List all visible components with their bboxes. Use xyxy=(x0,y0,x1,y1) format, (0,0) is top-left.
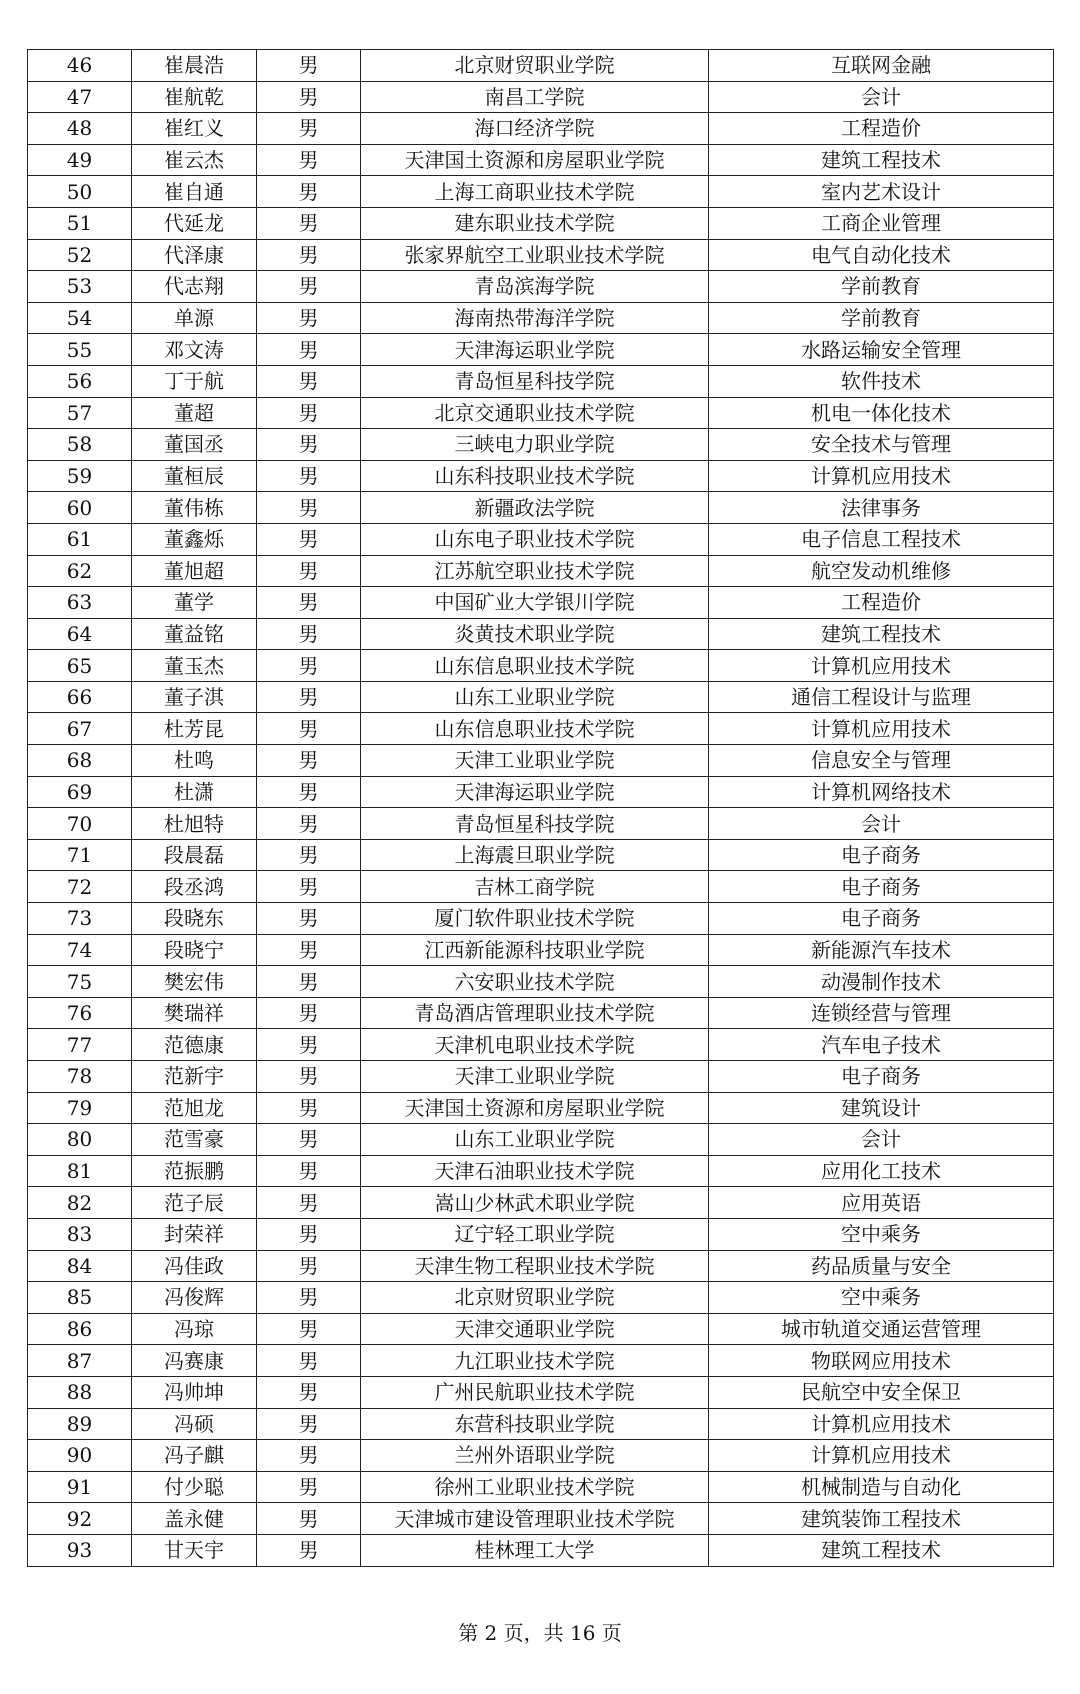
person-name-cell: 崔自通 xyxy=(132,176,257,208)
school-name-cell: 建东职业技术学院 xyxy=(361,207,709,239)
school-name-cell: 兰州外语职业学院 xyxy=(361,1440,709,1472)
table-row xyxy=(28,1345,1054,1377)
person-name-cell: 封荣祥 xyxy=(132,1218,257,1250)
person-name-cell: 樊瑞祥 xyxy=(132,997,257,1029)
row-number-cell: 85 xyxy=(28,1282,132,1314)
row-number-cell: 61 xyxy=(28,523,132,555)
major-name-cell: 航空发动机维修 xyxy=(709,555,1054,587)
row-number-cell: 76 xyxy=(28,997,132,1029)
gender-cell: 男 xyxy=(257,1440,361,1472)
person-name-cell: 丁于航 xyxy=(132,365,257,397)
person-name-cell: 段丞鸿 xyxy=(132,871,257,903)
major-name-cell: 汽车电子技术 xyxy=(709,1029,1054,1061)
school-name-cell: 徐州工业职业技术学院 xyxy=(361,1471,709,1503)
row-number-cell: 62 xyxy=(28,555,132,587)
school-name-cell: 山东科技职业技术学院 xyxy=(361,460,709,492)
row-number-cell: 81 xyxy=(28,1155,132,1187)
gender-cell: 男 xyxy=(257,397,361,429)
person-name-cell: 范振鹏 xyxy=(132,1155,257,1187)
gender-cell: 男 xyxy=(257,176,361,208)
table-row xyxy=(28,903,1054,935)
row-number-cell: 66 xyxy=(28,681,132,713)
gender-cell: 男 xyxy=(257,429,361,461)
major-name-cell: 工程造价 xyxy=(709,113,1054,145)
table-row xyxy=(28,1503,1054,1535)
gender-cell: 男 xyxy=(257,839,361,871)
school-name-cell: 天津工业职业学院 xyxy=(361,1061,709,1093)
school-name-cell: 青岛酒店管理职业技术学院 xyxy=(361,997,709,1029)
school-name-cell: 南昌工学院 xyxy=(361,81,709,113)
school-name-cell: 山东信息职业技术学院 xyxy=(361,713,709,745)
major-name-cell: 药品质量与安全 xyxy=(709,1250,1054,1282)
person-name-cell: 冯帅坤 xyxy=(132,1376,257,1408)
person-name-cell: 邓文涛 xyxy=(132,334,257,366)
row-number-cell: 52 xyxy=(28,239,132,271)
table-row xyxy=(28,1218,1054,1250)
row-number-cell: 74 xyxy=(28,934,132,966)
table-row xyxy=(28,1250,1054,1282)
table-row xyxy=(28,681,1054,713)
gender-cell: 男 xyxy=(257,1503,361,1535)
table-row xyxy=(28,1376,1054,1408)
person-name-cell: 冯赛康 xyxy=(132,1345,257,1377)
person-name-cell: 董旭超 xyxy=(132,555,257,587)
major-name-cell: 新能源汽车技术 xyxy=(709,934,1054,966)
gender-cell: 男 xyxy=(257,334,361,366)
roster-table xyxy=(27,49,1054,1567)
school-name-cell: 桂林理工大学 xyxy=(361,1534,709,1566)
row-number-cell: 72 xyxy=(28,871,132,903)
gender-cell: 男 xyxy=(257,587,361,619)
person-name-cell: 付少聪 xyxy=(132,1471,257,1503)
gender-cell: 男 xyxy=(257,745,361,777)
row-number-cell: 53 xyxy=(28,271,132,303)
person-name-cell: 冯佳政 xyxy=(132,1250,257,1282)
table-row xyxy=(28,144,1054,176)
school-name-cell: 北京交通职业技术学院 xyxy=(361,397,709,429)
gender-cell: 男 xyxy=(257,460,361,492)
gender-cell: 男 xyxy=(257,1408,361,1440)
school-name-cell: 天津机电职业技术学院 xyxy=(361,1029,709,1061)
person-name-cell: 崔云杰 xyxy=(132,144,257,176)
person-name-cell: 代延龙 xyxy=(132,207,257,239)
table-row xyxy=(28,776,1054,808)
row-number-cell: 75 xyxy=(28,966,132,998)
school-name-cell: 九江职业技术学院 xyxy=(361,1345,709,1377)
person-name-cell: 盖永健 xyxy=(132,1503,257,1535)
row-number-cell: 57 xyxy=(28,397,132,429)
school-name-cell: 上海工商职业技术学院 xyxy=(361,176,709,208)
table-row xyxy=(28,587,1054,619)
major-name-cell: 物联网应用技术 xyxy=(709,1345,1054,1377)
person-name-cell: 段晓东 xyxy=(132,903,257,935)
table-row xyxy=(28,966,1054,998)
table-row xyxy=(28,1061,1054,1093)
row-number-cell: 91 xyxy=(28,1471,132,1503)
school-name-cell: 山东工业职业学院 xyxy=(361,681,709,713)
gender-cell: 男 xyxy=(257,81,361,113)
gender-cell: 男 xyxy=(257,1345,361,1377)
school-name-cell: 天津工业职业学院 xyxy=(361,745,709,777)
row-number-cell: 70 xyxy=(28,808,132,840)
row-number-cell: 88 xyxy=(28,1376,132,1408)
table-row xyxy=(28,1092,1054,1124)
major-name-cell: 计算机网络技术 xyxy=(709,776,1054,808)
major-name-cell: 空中乘务 xyxy=(709,1218,1054,1250)
gender-cell: 男 xyxy=(257,492,361,524)
person-name-cell: 冯子麒 xyxy=(132,1440,257,1472)
gender-cell: 男 xyxy=(257,808,361,840)
table-row xyxy=(28,713,1054,745)
row-number-cell: 89 xyxy=(28,1408,132,1440)
gender-cell: 男 xyxy=(257,1061,361,1093)
gender-cell: 男 xyxy=(257,871,361,903)
table-row xyxy=(28,808,1054,840)
roster-body xyxy=(28,50,1054,1567)
person-name-cell: 范雪豪 xyxy=(132,1124,257,1156)
gender-cell: 男 xyxy=(257,681,361,713)
gender-cell: 男 xyxy=(257,1092,361,1124)
table-row xyxy=(28,997,1054,1029)
row-number-cell: 69 xyxy=(28,776,132,808)
major-name-cell: 电子商务 xyxy=(709,1061,1054,1093)
person-name-cell: 杜潇 xyxy=(132,776,257,808)
school-name-cell: 山东电子职业技术学院 xyxy=(361,523,709,555)
table-row xyxy=(28,365,1054,397)
person-name-cell: 樊宏伟 xyxy=(132,966,257,998)
table-row xyxy=(28,1282,1054,1314)
person-name-cell: 董子淇 xyxy=(132,681,257,713)
table-row xyxy=(28,1534,1054,1566)
table-row xyxy=(28,871,1054,903)
major-name-cell: 建筑工程技术 xyxy=(709,144,1054,176)
row-number-cell: 82 xyxy=(28,1187,132,1219)
major-name-cell: 室内艺术设计 xyxy=(709,176,1054,208)
table-row xyxy=(28,397,1054,429)
major-name-cell: 学前教育 xyxy=(709,302,1054,334)
row-number-cell: 63 xyxy=(28,587,132,619)
row-number-cell: 46 xyxy=(28,50,132,82)
major-name-cell: 软件技术 xyxy=(709,365,1054,397)
row-number-cell: 78 xyxy=(28,1061,132,1093)
major-name-cell: 工程造价 xyxy=(709,587,1054,619)
person-name-cell: 杜鸣 xyxy=(132,745,257,777)
gender-cell: 男 xyxy=(257,1282,361,1314)
school-name-cell: 天津城市建设管理职业技术学院 xyxy=(361,1503,709,1535)
school-name-cell: 天津石油职业技术学院 xyxy=(361,1155,709,1187)
gender-cell: 男 xyxy=(257,365,361,397)
person-name-cell: 董益铭 xyxy=(132,618,257,650)
school-name-cell: 中国矿业大学银川学院 xyxy=(361,587,709,619)
person-name-cell: 董学 xyxy=(132,587,257,619)
row-number-cell: 58 xyxy=(28,429,132,461)
major-name-cell: 计算机应用技术 xyxy=(709,1408,1054,1440)
major-name-cell: 信息安全与管理 xyxy=(709,745,1054,777)
person-name-cell: 冯俊辉 xyxy=(132,1282,257,1314)
school-name-cell: 广州民航职业技术学院 xyxy=(361,1376,709,1408)
major-name-cell: 机电一体化技术 xyxy=(709,397,1054,429)
row-number-cell: 48 xyxy=(28,113,132,145)
gender-cell: 男 xyxy=(257,1029,361,1061)
table-row xyxy=(28,492,1054,524)
person-name-cell: 杜芳昆 xyxy=(132,713,257,745)
row-number-cell: 84 xyxy=(28,1250,132,1282)
person-name-cell: 杜旭特 xyxy=(132,808,257,840)
gender-cell: 男 xyxy=(257,302,361,334)
major-name-cell: 建筑设计 xyxy=(709,1092,1054,1124)
gender-cell: 男 xyxy=(257,239,361,271)
person-name-cell: 董鑫烁 xyxy=(132,523,257,555)
person-name-cell: 段晓宁 xyxy=(132,934,257,966)
row-number-cell: 56 xyxy=(28,365,132,397)
person-name-cell: 范子辰 xyxy=(132,1187,257,1219)
row-number-cell: 51 xyxy=(28,207,132,239)
row-number-cell: 49 xyxy=(28,144,132,176)
gender-cell: 男 xyxy=(257,1187,361,1219)
row-number-cell: 55 xyxy=(28,334,132,366)
page-footer: 第 2 页，共 16 页 xyxy=(458,1621,622,1645)
row-number-cell: 83 xyxy=(28,1218,132,1250)
school-name-cell: 嵩山少林武术职业学院 xyxy=(361,1187,709,1219)
row-number-cell: 80 xyxy=(28,1124,132,1156)
school-name-cell: 三峡电力职业学院 xyxy=(361,429,709,461)
school-name-cell: 天津交通职业学院 xyxy=(361,1313,709,1345)
school-name-cell: 天津生物工程职业技术学院 xyxy=(361,1250,709,1282)
gender-cell: 男 xyxy=(257,113,361,145)
major-name-cell: 民航空中安全保卫 xyxy=(709,1376,1054,1408)
major-name-cell: 学前教育 xyxy=(709,271,1054,303)
person-name-cell: 崔红义 xyxy=(132,113,257,145)
major-name-cell: 建筑装饰工程技术 xyxy=(709,1503,1054,1535)
school-name-cell: 海南热带海洋学院 xyxy=(361,302,709,334)
major-name-cell: 建筑工程技术 xyxy=(709,1534,1054,1566)
table-row xyxy=(28,934,1054,966)
gender-cell: 男 xyxy=(257,523,361,555)
major-name-cell: 电子商务 xyxy=(709,871,1054,903)
school-name-cell: 天津海运职业学院 xyxy=(361,334,709,366)
major-name-cell: 应用化工技术 xyxy=(709,1155,1054,1187)
major-name-cell: 安全技术与管理 xyxy=(709,429,1054,461)
gender-cell: 男 xyxy=(257,50,361,82)
gender-cell: 男 xyxy=(257,1471,361,1503)
table-row xyxy=(28,429,1054,461)
major-name-cell: 计算机应用技术 xyxy=(709,713,1054,745)
person-name-cell: 范新宇 xyxy=(132,1061,257,1093)
gender-cell: 男 xyxy=(257,966,361,998)
person-name-cell: 甘天宇 xyxy=(132,1534,257,1566)
person-name-cell: 冯琼 xyxy=(132,1313,257,1345)
table-row xyxy=(28,50,1054,82)
table-row xyxy=(28,207,1054,239)
major-name-cell: 建筑工程技术 xyxy=(709,618,1054,650)
school-name-cell: 上海震旦职业学院 xyxy=(361,839,709,871)
gender-cell: 男 xyxy=(257,1250,361,1282)
gender-cell: 男 xyxy=(257,713,361,745)
row-number-cell: 92 xyxy=(28,1503,132,1535)
row-number-cell: 50 xyxy=(28,176,132,208)
school-name-cell: 天津国土资源和房屋职业学院 xyxy=(361,1092,709,1124)
table-row xyxy=(28,302,1054,334)
major-name-cell: 计算机应用技术 xyxy=(709,1440,1054,1472)
row-number-cell: 87 xyxy=(28,1345,132,1377)
row-number-cell: 64 xyxy=(28,618,132,650)
school-name-cell: 天津国土资源和房屋职业学院 xyxy=(361,144,709,176)
major-name-cell: 动漫制作技术 xyxy=(709,966,1054,998)
school-name-cell: 山东信息职业技术学院 xyxy=(361,650,709,682)
gender-cell: 男 xyxy=(257,1124,361,1156)
person-name-cell: 崔晨浩 xyxy=(132,50,257,82)
school-name-cell: 山东工业职业学院 xyxy=(361,1124,709,1156)
gender-cell: 男 xyxy=(257,618,361,650)
table-row xyxy=(28,1124,1054,1156)
gender-cell: 男 xyxy=(257,271,361,303)
person-name-cell: 代泽康 xyxy=(132,239,257,271)
row-number-cell: 47 xyxy=(28,81,132,113)
major-name-cell: 城市轨道交通运营管理 xyxy=(709,1313,1054,1345)
table-row xyxy=(28,271,1054,303)
gender-cell: 男 xyxy=(257,650,361,682)
row-number-cell: 79 xyxy=(28,1092,132,1124)
row-number-cell: 68 xyxy=(28,745,132,777)
gender-cell: 男 xyxy=(257,997,361,1029)
major-name-cell: 电子商务 xyxy=(709,903,1054,935)
school-name-cell: 江苏航空职业技术学院 xyxy=(361,555,709,587)
major-name-cell: 水路运输安全管理 xyxy=(709,334,1054,366)
school-name-cell: 新疆政法学院 xyxy=(361,492,709,524)
person-name-cell: 范德康 xyxy=(132,1029,257,1061)
school-name-cell: 青岛恒星科技学院 xyxy=(361,365,709,397)
major-name-cell: 会计 xyxy=(709,81,1054,113)
school-name-cell: 青岛恒星科技学院 xyxy=(361,808,709,840)
gender-cell: 男 xyxy=(257,1218,361,1250)
table-row xyxy=(28,176,1054,208)
gender-cell: 男 xyxy=(257,144,361,176)
major-name-cell: 互联网金融 xyxy=(709,50,1054,82)
table-row xyxy=(28,1471,1054,1503)
table-row xyxy=(28,113,1054,145)
table-row xyxy=(28,1440,1054,1472)
major-name-cell: 工商企业管理 xyxy=(709,207,1054,239)
major-name-cell: 空中乘务 xyxy=(709,1282,1054,1314)
table-row xyxy=(28,81,1054,113)
row-number-cell: 93 xyxy=(28,1534,132,1566)
school-name-cell: 吉林工商学院 xyxy=(361,871,709,903)
person-name-cell: 代志翔 xyxy=(132,271,257,303)
gender-cell: 男 xyxy=(257,1155,361,1187)
person-name-cell: 董玉杰 xyxy=(132,650,257,682)
person-name-cell: 冯硕 xyxy=(132,1408,257,1440)
row-number-cell: 77 xyxy=(28,1029,132,1061)
major-name-cell: 计算机应用技术 xyxy=(709,650,1054,682)
school-name-cell: 天津海运职业学院 xyxy=(361,776,709,808)
table-row xyxy=(28,618,1054,650)
gender-cell: 男 xyxy=(257,934,361,966)
school-name-cell: 辽宁轻工职业学院 xyxy=(361,1218,709,1250)
school-name-cell: 青岛滨海学院 xyxy=(361,271,709,303)
gender-cell: 男 xyxy=(257,1313,361,1345)
table-row xyxy=(28,239,1054,271)
major-name-cell: 会计 xyxy=(709,1124,1054,1156)
person-name-cell: 崔航乾 xyxy=(132,81,257,113)
row-number-cell: 73 xyxy=(28,903,132,935)
table-row xyxy=(28,839,1054,871)
gender-cell: 男 xyxy=(257,776,361,808)
major-name-cell: 电气自动化技术 xyxy=(709,239,1054,271)
school-name-cell: 北京财贸职业学院 xyxy=(361,1282,709,1314)
gender-cell: 男 xyxy=(257,903,361,935)
major-name-cell: 通信工程设计与监理 xyxy=(709,681,1054,713)
person-name-cell: 范旭龙 xyxy=(132,1092,257,1124)
major-name-cell: 电子商务 xyxy=(709,839,1054,871)
person-name-cell: 董桓辰 xyxy=(132,460,257,492)
row-number-cell: 86 xyxy=(28,1313,132,1345)
table-row xyxy=(28,555,1054,587)
person-name-cell: 单源 xyxy=(132,302,257,334)
major-name-cell: 连锁经营与管理 xyxy=(709,997,1054,1029)
table-row xyxy=(28,1187,1054,1219)
person-name-cell: 董超 xyxy=(132,397,257,429)
major-name-cell: 法律事务 xyxy=(709,492,1054,524)
gender-cell: 男 xyxy=(257,555,361,587)
row-number-cell: 71 xyxy=(28,839,132,871)
school-name-cell: 东营科技职业学院 xyxy=(361,1408,709,1440)
gender-cell: 男 xyxy=(257,1376,361,1408)
school-name-cell: 六安职业技术学院 xyxy=(361,966,709,998)
table-row xyxy=(28,650,1054,682)
table-row xyxy=(28,1313,1054,1345)
gender-cell: 男 xyxy=(257,207,361,239)
major-name-cell: 计算机应用技术 xyxy=(709,460,1054,492)
school-name-cell: 江西新能源科技职业学院 xyxy=(361,934,709,966)
gender-cell: 男 xyxy=(257,1534,361,1566)
major-name-cell: 机械制造与自动化 xyxy=(709,1471,1054,1503)
school-name-cell: 海口经济学院 xyxy=(361,113,709,145)
table-row xyxy=(28,523,1054,555)
row-number-cell: 65 xyxy=(28,650,132,682)
table-row xyxy=(28,460,1054,492)
table-row xyxy=(28,745,1054,777)
person-name-cell: 董伟栋 xyxy=(132,492,257,524)
major-name-cell: 电子信息工程技术 xyxy=(709,523,1054,555)
table-row xyxy=(28,1029,1054,1061)
school-name-cell: 厦门软件职业技术学院 xyxy=(361,903,709,935)
table-row xyxy=(28,1408,1054,1440)
row-number-cell: 59 xyxy=(28,460,132,492)
table-row xyxy=(28,334,1054,366)
row-number-cell: 60 xyxy=(28,492,132,524)
school-name-cell: 张家界航空工业职业技术学院 xyxy=(361,239,709,271)
major-name-cell: 会计 xyxy=(709,808,1054,840)
major-name-cell: 应用英语 xyxy=(709,1187,1054,1219)
school-name-cell: 北京财贸职业学院 xyxy=(361,50,709,82)
person-name-cell: 段晨磊 xyxy=(132,839,257,871)
row-number-cell: 90 xyxy=(28,1440,132,1472)
school-name-cell: 炎黄技术职业学院 xyxy=(361,618,709,650)
table-row xyxy=(28,1155,1054,1187)
row-number-cell: 67 xyxy=(28,713,132,745)
person-name-cell: 董国丞 xyxy=(132,429,257,461)
row-number-cell: 54 xyxy=(28,302,132,334)
